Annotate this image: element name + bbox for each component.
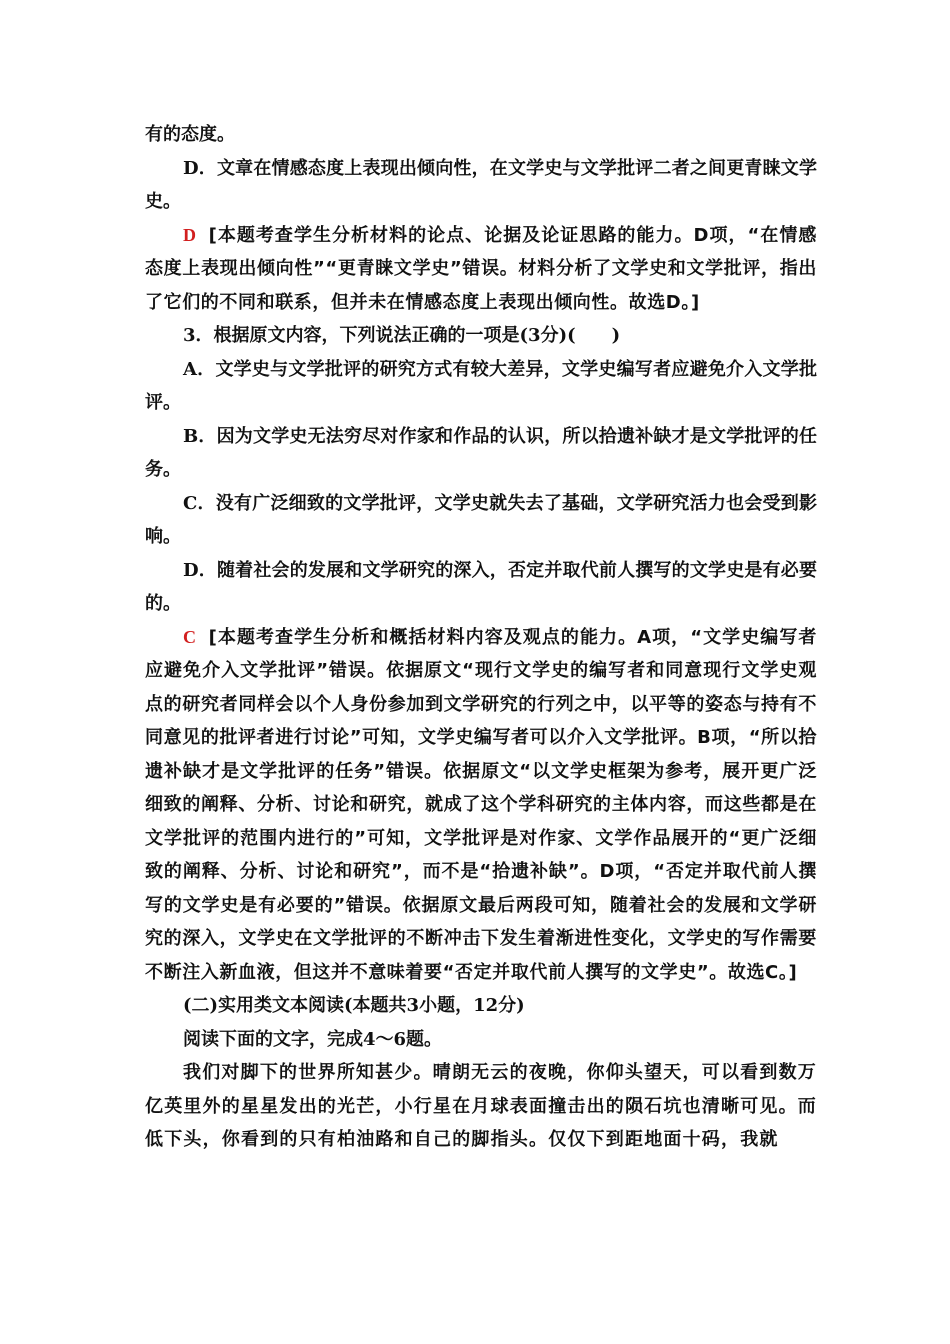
section-heading: (二)实用类文本阅读(本题共3小题，12分) bbox=[183, 995, 525, 1016]
analysis-question-2 bbox=[145, 219, 817, 320]
question-3-option-d: D．随着社会的发展和文学研究的深入，否定并取代前人撰写的文学史是有必要的。 bbox=[145, 559, 817, 614]
analysis-text: [本题考查学生分析和概括材料内容及观点的能力。A项，“文学史编写者应避免介入文学批评”错误。依据原文“现行文学史的编写者和同意现行文学史观点的研究者同样会以个人身份参加到文学研究的行列之中，以平等的姿态与持有不同意见的批评者进行讨论”可知，文学史编写者可以介入文学批评。B项，“所以拾遗补缺才是文学批评的任务”错误。依据原文“以文学史框架为参考，展开更广泛细致的阐释、分析、讨论和研究，就成了这个学科研究的主体内容，而这些都是在文学批评的范围内进行的”可知，文学批评是对作家、文学作品展开的“更广泛细致的阐释、分析、讨论和研究”，而不是“拾遗补缺”。D项，“否定并取代前人撰写的文学史是有必要的”错误。依据原文最后两段可知，随着社会的发展和文学研究的深入，文学史在文学批评的不断冲击下发生着渐进性变化，文学史的写作需要不断注入新血液，但这并不意味着要“否定并取代前人撰写的文学史”。故选C。] bbox=[145, 626, 817, 983]
answer-key: C bbox=[183, 626, 197, 647]
analysis-question-3 bbox=[145, 621, 817, 990]
question-3-option-a: A．文学史与文学批评的研究方式有较大差异，文学史编写者应避免介入文学批评。 bbox=[145, 358, 817, 413]
option-d-statement: D．文章在情感态度上表现出倾向性，在文学史与文学批评二者之间更青睐文学史。 bbox=[145, 157, 817, 212]
reading-passage: 我们对脚下的世界所知甚少。晴朗无云的夜晚，你仰头望天，可以看到数万亿英里外的星星发出的光芒，小行星在月球表面撞击出的陨石坑也清晰可见。而低下头，你看到的只有柏油路和自己的脚指头。仅仅下到距地面十码，我就 bbox=[145, 1062, 817, 1150]
document-body bbox=[145, 118, 817, 1157]
analysis-text: [本题考查学生分析材料的论点、论据及论证思路的能力。D项，“在情感态度上表现出倾向性”“更青睐文学史”错误。材料分析了文学史和文学批评，指出了它们的不同和联系，但并未在情感态度上表现出倾向性。故选D。] bbox=[145, 224, 817, 313]
question-3-stem: 3．根据原文内容，下列说法正确的一项是(3分)( ) bbox=[183, 325, 621, 346]
question-3-option-c: C．没有广泛细致的文学批评，文学史就失去了基础，文学研究活力也会受到影响。 bbox=[145, 492, 817, 547]
question-3-option-b: B．因为文学史无法穷尽对作家和作品的认识，所以拾遗补缺才是文学批评的任务。 bbox=[145, 425, 817, 480]
paragraph-continuation: 有的态度。 bbox=[145, 124, 235, 145]
answer-key: D bbox=[183, 224, 197, 245]
reading-instruction: 阅读下面的文字，完成4～6题。 bbox=[183, 1028, 443, 1050]
